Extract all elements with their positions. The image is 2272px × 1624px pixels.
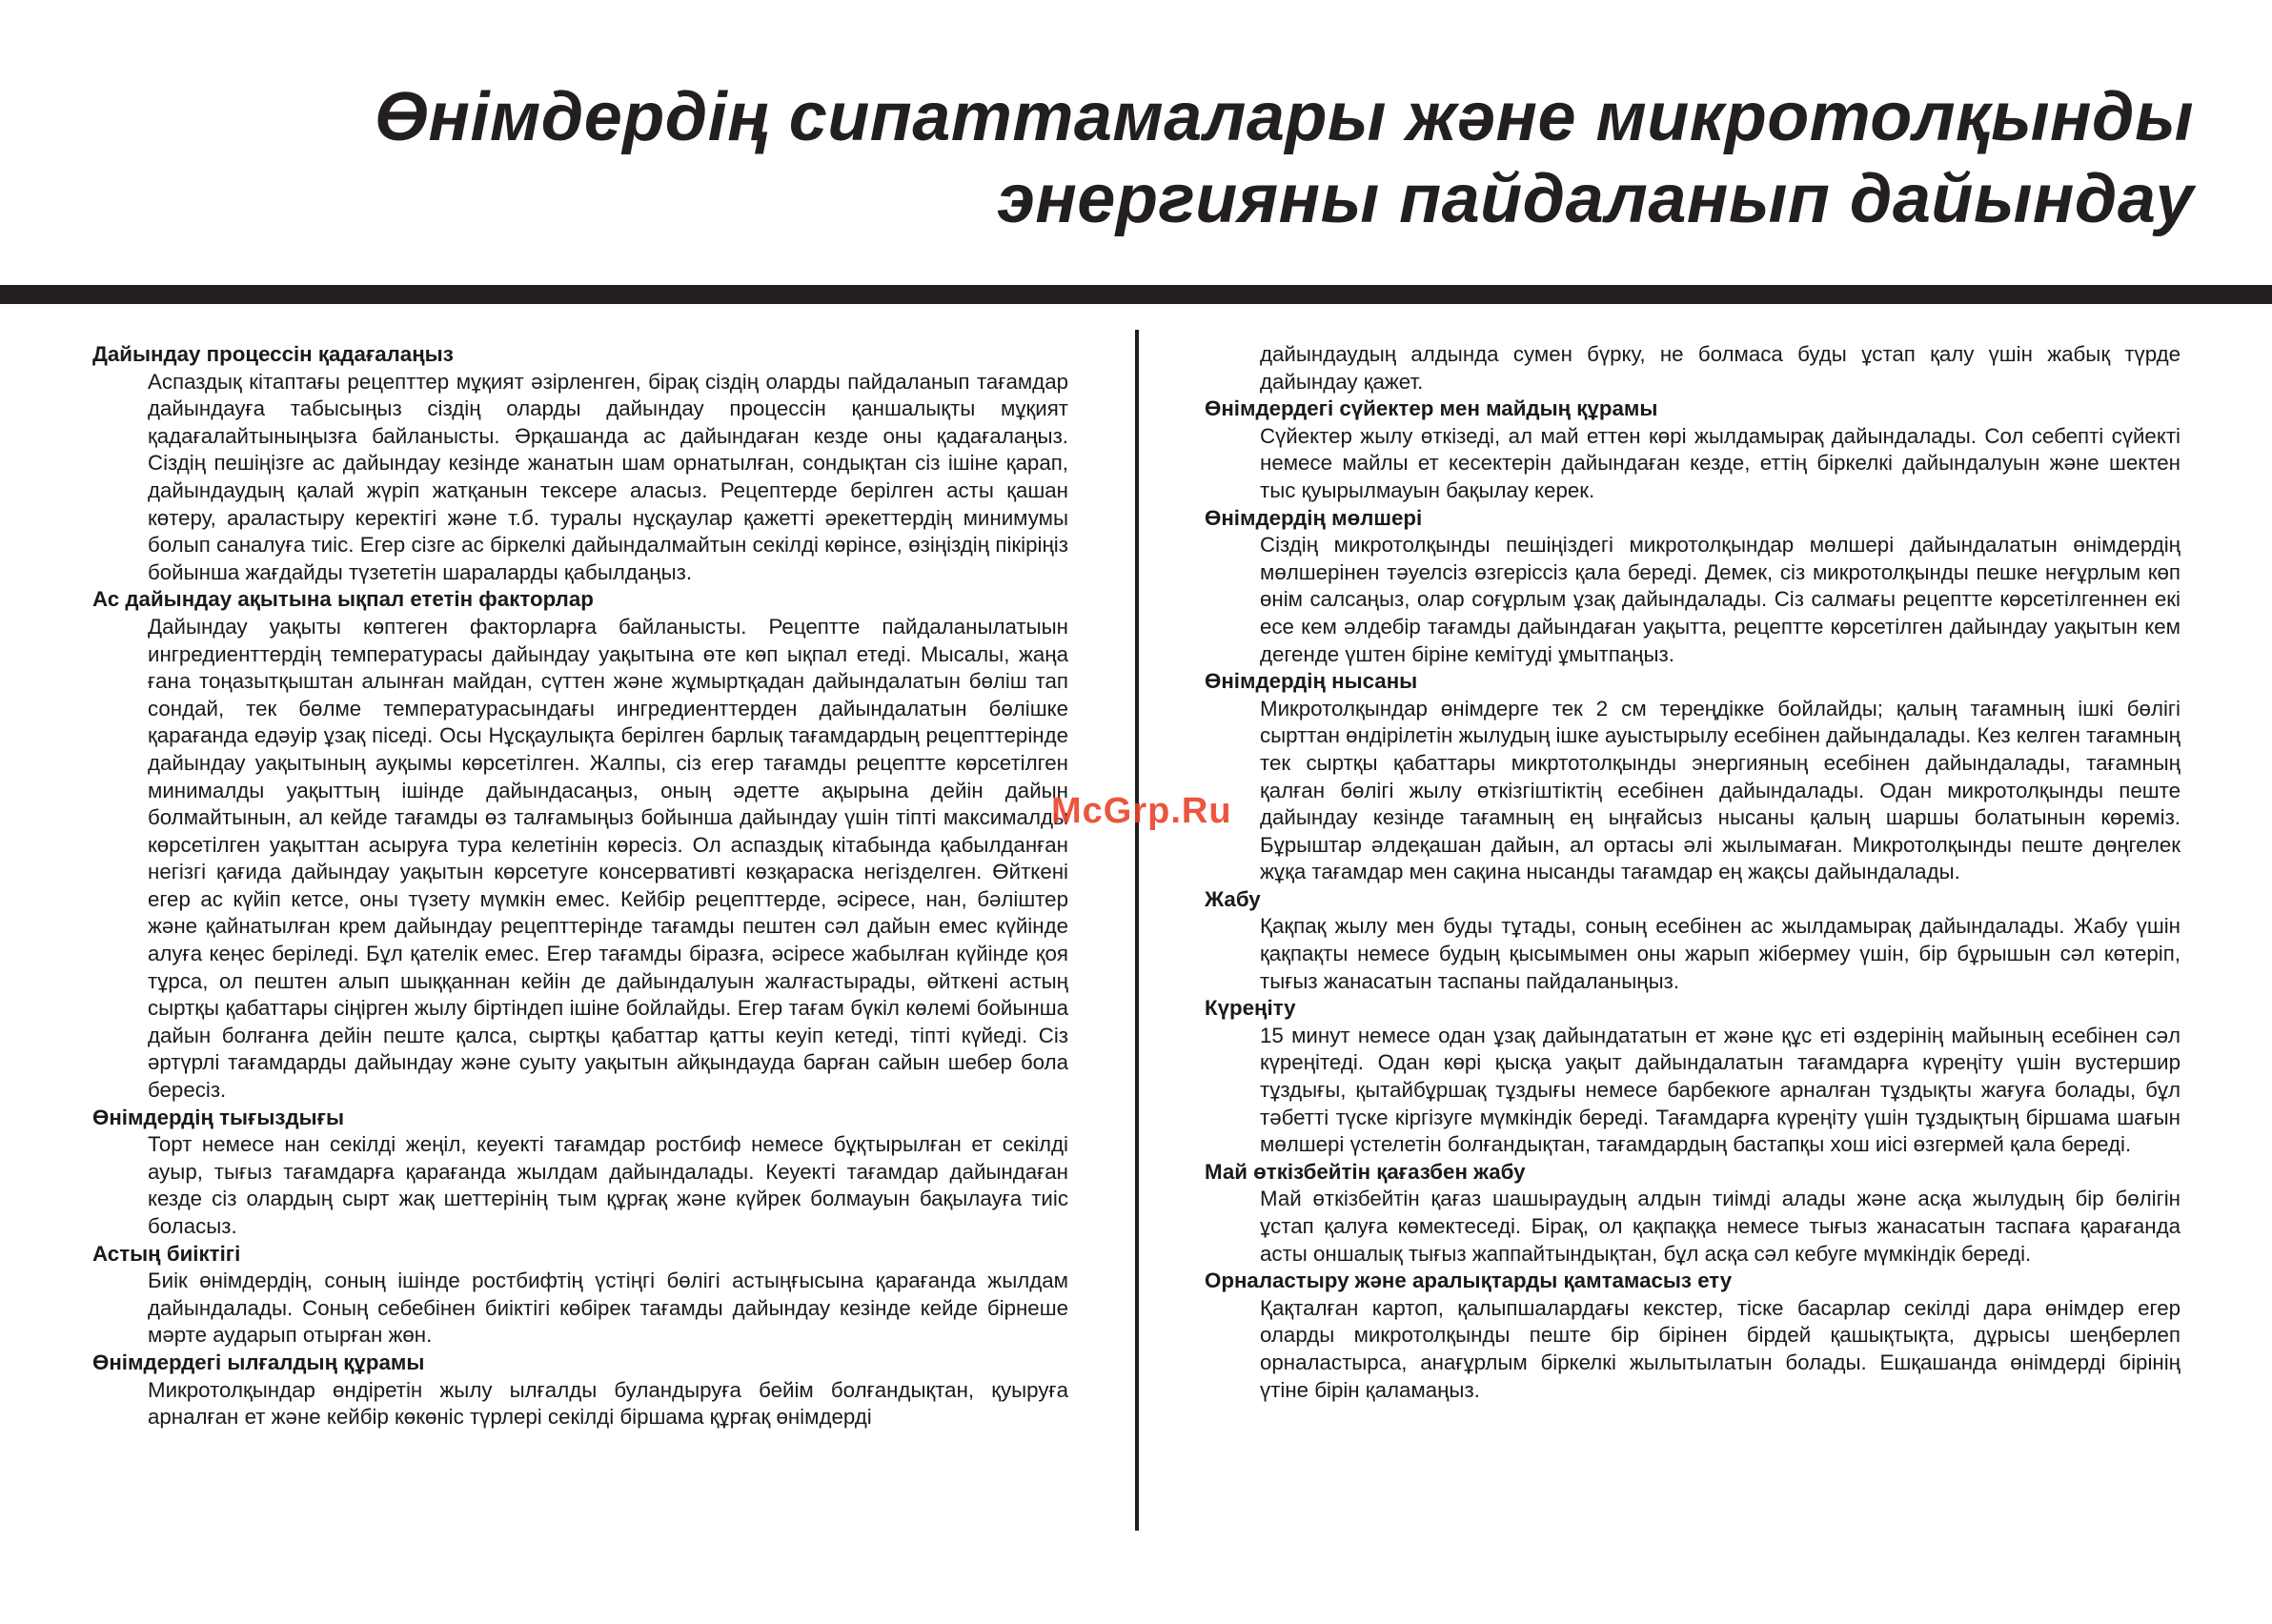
section-text: Қақталған картоп, қалыпшалардағы кекстер, тіске басарлар секілді дара өнімдер егер оларды микротолқынды пеште бір бірінен бірдей қашықтықта, дұрысы шеңберлеп орналастырса, анағұрлым біркелкі жылытылатын болады. Ешқашанда өнімдерді бірінің үтіне бірін қаламаңыз. (1260, 1295, 2181, 1402)
section-text: Май өткізбейтін қағаз шашыраудың алдын тиімді алады және асқа жылудың бір бөлігін ұстап қалуға көмектеседі. Бірақ, ол қақпаққа немесе тығыз жанасатын таспаға қарағанда асты оншалық тығыз жаппайтындықтан, бұл асқа сәл кебуге мүмкіндік береді. (1260, 1187, 2181, 1266)
section-food-density (92, 1105, 1068, 1241)
header-rule (0, 285, 2272, 304)
section-heading: Жабу (1205, 886, 1261, 911)
section-cooking-monitoring (92, 341, 1068, 586)
watermark-text: McGrp.Ru (1051, 791, 1232, 831)
section-food-shape (1205, 668, 2181, 886)
page-title (375, 76, 2194, 240)
section-browning (1205, 995, 2181, 1159)
section-bones-fat (1205, 396, 2181, 504)
section-heading: Орналастыру және аралықтарды қамтамасыз ету (1205, 1269, 1733, 1293)
section-text: Микротолқындар өндіретін жылу ылғалды буландыруға бейім болғандықтан, қуыруға арналған ет және кейбір көкөніс түрлері секілді біршама құрғақ өнімдерді (148, 1377, 1068, 1430)
section-arrangement (1205, 1268, 2181, 1404)
section-food-quantity (1205, 505, 2181, 669)
page-title-line-1: Өнімдердің сипаттамалары және микротолқынды (374, 79, 2194, 155)
section-heading: Өнімдердің нысаны (1205, 669, 1418, 694)
section-cooking-time-factors (92, 586, 1068, 1104)
section-heading: Өнімдердің мөлшері (1205, 505, 1423, 530)
section-heading: Астың биіктігі (92, 1241, 241, 1266)
section-heading: Ас дайындау ақытына ықпал ететін факторлар (92, 587, 594, 612)
section-text: Қақпақ жылу мен буды тұтады, соның есебінен ас жылдамырақ дайындалады. Жабу үшін қақпақты немесе будың қысымымен оны жарып жібермеу үшін, бір бұрышын сәл көтеріп, тығыз жанасатын таспаны пайдаланыңыз. (1260, 914, 2181, 993)
left-column (92, 341, 1068, 1431)
section-food-height (92, 1241, 1068, 1350)
section-text: Дайындау уақыты көптеген факторларға байланысты. Рецептте пайдаланылатыын ингредиенттердің температурасы дайындау уақытына өте көп ықпал етеді. Мысалы, жаңа ғана тоңазытқыштан алынған майдан, сүттен және жұмыртқадан дайындалатын бөліш тап сондай, тек бөлме температурасындағы ингредиенттерден дайындалатын бөлішке қарағанда едәуір ұзақ піседі. Осы Нұсқаулықта берілген барлық тағамдардың рецепттерінде дайындау уақытының ауқымы көрсетілген. Жалпы, сіз егер тағамды рецептте көрсетілген минималды уақыттың ішінде дайындасаңыз, оның әдетте ақырына дейін дайын болмайтынын, ал кейде тағамды өз талғамыңыз бойынша дайындау үшін тіпті максималды көрсетілген уақыттан асыруға тура келетінін көресіз. Ол аспаздық кітабында қабылданған негізгі қағида дайындау уақытын көрсетуге консервативті көзқараска негізделген. Өйткені егер ас күйіп кетсе, оны түзету мүмкін емес. Кейбір рецепттерде, әсіресе, нан, бәліштер және қайнатылған крем дайындау рецепттерінде тағамды пештен сәл дайын емес күйінде алуға кеңес беріледі. Бұл қателік емес. Егер тағамды біразға, әсіресе жабылған күйінде қоя тұрса, ол пештен алып шыққаннан кейін де дайындалуын жалғастырады, өйткені астың сыртқы қабаттары сіңірген жылу біртіндеп ішіне бойлайды. Егер тағам бүкіл көлемі бойынша дайын болғанға дейін пеште қалса, сыртқы қабаттар қатты кеуіп кетеді, тіпті күйеді. Сіз әртүрлі тағамдарды дайындау және суыту уақытын айқындауда барған сайын шебер бола бересіз. (148, 614, 1068, 1103)
section-heading: Май өткізбейтін қағазбен жабу (1205, 1159, 1526, 1184)
continuation-text: дайындаудың алдында сумен бүрку, не болмаса буды ұстап қалу үшін жабық түрде дайындау қажет. (1260, 342, 2181, 394)
section-covering (1205, 886, 2181, 995)
section-heading: Күреңіту (1205, 996, 1296, 1021)
section-text: Сүйектер жылу өткізеді, ал май еттен көрі жылдамырақ дайындалады. Сол себепті сүйекті немесе майлы ет кесектерін дайындаған кезде, еттің біркелкі дайындалуын және шектен тыс қуырылмауын бақылау керек. (1260, 423, 2181, 502)
section-text: Аспаздық кітаптағы рецепттер мұқият әзірленген, бірақ сіздің оларды пайдаланып тағамдар дайындауға табысыңыз сіздің оларды дайындау процессін қаншалықты мұқият қадағалайтыныңызға байланысты. Әрқашанда ас дайындаған кезде оны қадағалаңыз. Сіздің пешіңізге ас дайындау кезінде жанатын шам орнатылған, сондықтан сіз ішіне қарап, дайындаудың қалай жүріп жатқанын тексере аласыз. Рецептерде берілген асты қашан көтеру, араластыру керектігі және т.б. туралы нұсқаулар қажетті әрекеттердің минимумы болып саналуға тиіс. Егер сізге ас біркелкі дайындалмайтын секілді көрінсе, өзіңіздің пікіріңіз бойынша жағдайды түзететін шараларды қабылдаңыз. (148, 369, 1068, 584)
section-heading: Өнімдердегі ылғалдың құрамы (92, 1350, 425, 1374)
right-column (1205, 341, 2181, 1404)
section-text: 15 минут немесе одан ұзақ дайындататын ет және құс еті өздерінің майының есебінен сәл күреңітеді. Одан көрі қысқа уақыт дайындалатын тағамдарға күреңіту үшін вустершир тұздығы, қытайбұршақ тұздығы немесе барбекюге арналған тұздықты жағуға болады, бұл тәбетті түске кіргізуге мүмкіндік береді. Тағамдарға күреңіту үшін тұздықтың біршама шағын мөлшері үстелетін болғандықтан, тағамдардың бастапқы хош иісі өзгермей қала береді. (1260, 1023, 2181, 1157)
section-moisture-content (92, 1350, 1068, 1431)
section-heading: Өнімдердің тығыздығы (92, 1105, 345, 1129)
section-text: Биік өнімдердің, соның ішінде ростбифтің үстіңгі бөлігі астыңғысына қарағанда жылдам дайындалады. Соның себебінен биіктігі көбірек тағамды дайындау кезінде кейде бірнеше мәрте аударып отырған жөн. (148, 1269, 1068, 1348)
section-heading: Дайындау процессін қадағалаңыз (92, 342, 454, 366)
section-heading: Өнімдердегі сүйектер мен майдың құрамы (1205, 396, 1658, 421)
section-wax-paper (1205, 1159, 2181, 1268)
section-text: Сіздің микротолқынды пешіңіздегі микротолқындар мөлшері дайындалатын өнімдердің мөлшерінен тәуелсіз өзгеріссіз қала береді. Демек, сіз микротолқынды пешке неғұрлым көп өнім салсаңыз, олар соғұрлым ұзақ дайындалады. Сіз салмағы рецептте көрсетілгеннен екі есе кем әлдебір тағамды дайындаған уақытта, рецептте көрсетілген дайындау уақытын кем дегенде үштен біріне кемітуді ұмытпаңыз. (1260, 533, 2181, 666)
section-text: Торт немесе нан секілді жеңіл, кеуекті тағамдар ростбиф немесе бұқтырылған ет секілді ауыр, тығыз тағамдарға қарағанда жылдам дайындалады. Кеуекті тағамдар дайындаған кезде сіз олардың сырт жақ шеттерінің тым құрғақ және күйрек болмауын бақылауға тиіс боласыз. (148, 1132, 1068, 1238)
column-divider (1135, 330, 1139, 1531)
section-text: Микротолқындар өнімдерге тек 2 см тереңдікке бойлайды; қалың тағамның ішкі бөлігі сырттан өндірілетін жылудың ішке ауыстырылу есебінен дайындалады. Кез келген тағамның тек сыртқы қабаттары микртотолқынды энергияның есебінен дайындалады, тағамның қалған бөлігі жылу өткізгіштіктің есебінен дайындалады. Одан микротолқынды пеште дайындау кезінде тағамның ең ыңғайсыз нысаны қалың шаршы болатынын көреміз. Бұрыштар әлдеқашан дайын, ал ортасы әлі жылымаған. Микротолқынды пеште дөңгелек жұқа тағамдар мен сақина нысанды тағамдар ең жақсы дайындалады. (1260, 696, 2181, 884)
page-title-line-2: энергияны пайдаланып дайындау (997, 161, 2194, 237)
